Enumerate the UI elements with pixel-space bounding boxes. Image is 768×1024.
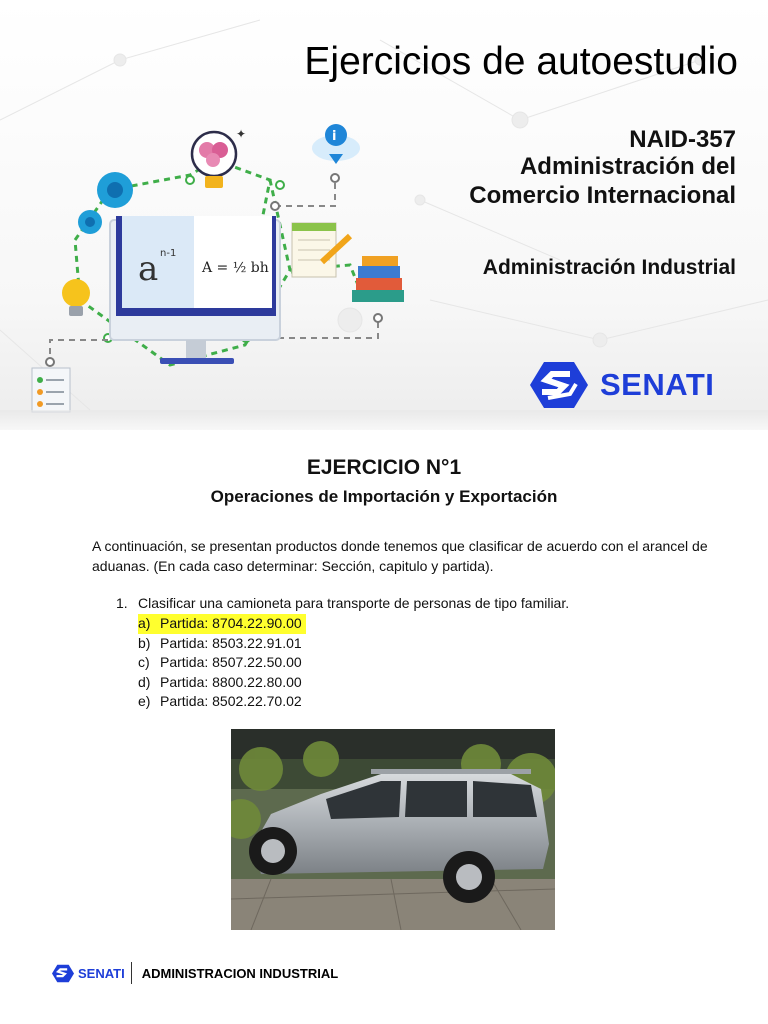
answer-options xyxy=(138,614,306,712)
header-banner xyxy=(0,0,768,430)
course-name-line1: Administración del xyxy=(519,153,736,180)
suv-photo xyxy=(231,729,555,930)
program-name: Administración Industrial xyxy=(482,256,736,279)
notepad-pencil-icon xyxy=(292,223,350,277)
exercise-subtitle: Operaciones de Importación y Exportación xyxy=(210,487,558,506)
books-icon xyxy=(352,256,404,302)
svg-text:a: a xyxy=(138,249,159,289)
checklist-icon xyxy=(32,368,70,412)
brand-name: SENATI xyxy=(600,367,715,402)
footer-label: ADMINISTRACION INDUSTRIAL xyxy=(141,965,339,981)
footer xyxy=(52,962,338,984)
brain-lightbulb-icon xyxy=(192,127,246,188)
option-a: a) Partida: 8704.22.90.00 xyxy=(138,614,306,634)
svg-text:i: i xyxy=(332,129,337,144)
lightbulb-icon xyxy=(62,279,90,316)
svg-text:n-1: n-1 xyxy=(160,248,177,259)
senati-logo xyxy=(530,360,714,410)
course-name-line2: Comercio Internacional xyxy=(469,182,736,209)
course-code: NAID-357 xyxy=(629,126,736,153)
option-b: b) Partida: 8503.22.91.01 xyxy=(138,634,302,651)
footer-brand: SENATI xyxy=(78,965,125,981)
option-c: c) Partida: 8507.22.50.00 xyxy=(138,654,302,670)
intro-paragraph: A continuación, se presentan productos donde tenemos que clasificar de acuerdo con el arancel de aduanas. (En cada caso determinar: Sección, capitulo y partida). xyxy=(92,538,708,574)
info-cloud-icon xyxy=(312,124,360,164)
svg-text:✦: ✦ xyxy=(236,127,247,141)
question-number: 1. xyxy=(116,595,128,611)
header-shadow xyxy=(0,410,768,430)
senati-emblem-icon xyxy=(52,964,74,983)
option-e: e) Partida: 8502.22.70.02 xyxy=(138,693,302,709)
exercise-title: EJERCICIO N°1 xyxy=(306,456,462,479)
option-d: d) Partida: 8800.22.80.00 xyxy=(138,673,302,690)
question-text: Clasificar una camioneta para transporte de personas de tipo familiar. xyxy=(138,595,570,611)
senati-emblem-icon xyxy=(530,360,588,410)
document-title: Ejercicios de autoestudio xyxy=(304,40,738,83)
course-name xyxy=(396,152,736,210)
question-1 xyxy=(116,595,569,611)
footer-divider xyxy=(131,962,132,984)
svg-text:A = ½ bh: A = ½ bh xyxy=(202,260,269,276)
